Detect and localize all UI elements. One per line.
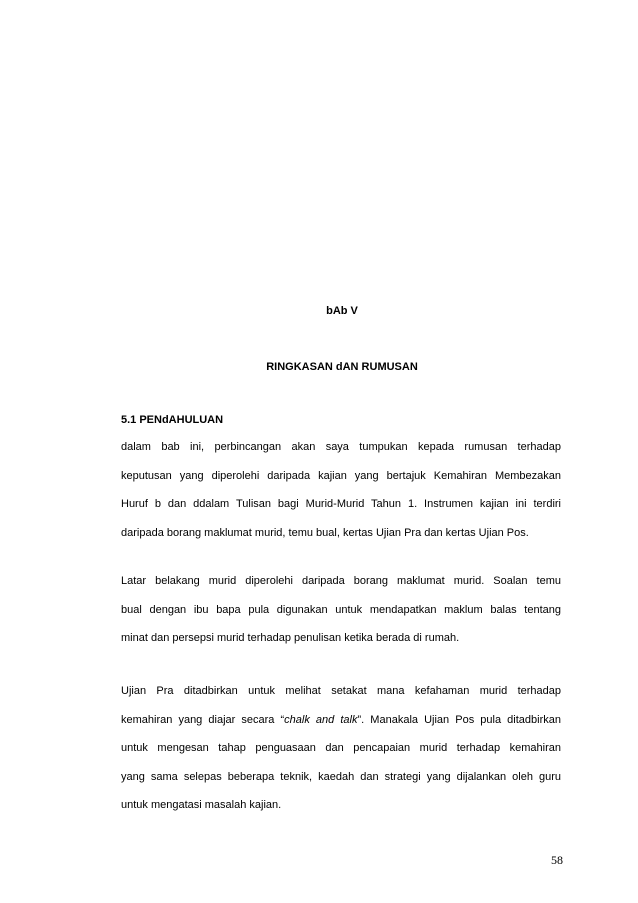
paragraph-line: untuk mengatasi masalah kajian. xyxy=(121,799,282,811)
paragraph-line: daripada borang maklumat murid, temu bual, kertas Ujian Pra dan kertas Ujian Pos. xyxy=(121,527,529,539)
paragraph-line: keputusan yang diperolehi daripada kajian yang bertajuk Kemahiran Membezakan xyxy=(121,470,561,482)
paragraph-line: Ujian Pra ditadbirkan untuk melihat setakat mana kefahaman murid terhadap xyxy=(121,685,561,697)
paragraph-line: Huruf b dan ddalam Tulisan bagi Murid-Murid Tahun 1. Instrumen kajian ini terdiri xyxy=(121,498,561,510)
paragraph-line: Latar belakang murid diperolehi daripada borang maklumat murid. Soalan temu xyxy=(121,575,561,587)
page-number: 58 xyxy=(551,853,563,867)
line-text: kemahiran yang diajar secara “ xyxy=(121,714,285,726)
chapter-title: RINGKASAN dAN RUMUSAN xyxy=(266,361,418,373)
paragraph-line: bual dengan ibu bapa pula digunakan untuk mendapatkan maklum balas tentang xyxy=(121,604,561,616)
paragraph-line xyxy=(121,713,561,727)
line-text: ”. Manakala Ujian Pos pula ditadbirkan xyxy=(357,714,561,726)
paragraph-line: minat dan persepsi murid terhadap penulisan ketika berada di rumah. xyxy=(121,632,460,644)
paragraph-line: dalam bab ini, perbincangan akan saya tumpukan kepada rumusan terhadap xyxy=(121,441,561,453)
chapter-label: bAb V xyxy=(326,305,358,317)
paragraph-line: untuk mengesan tahap penguasaan dan pencapaian murid terhadap kemahiran xyxy=(121,742,561,754)
paragraph-line: yang sama selepas beberapa teknik, kaedah dan strategi yang dijalankan oleh guru xyxy=(121,771,561,783)
italic-phrase: chalk and talk xyxy=(284,714,358,726)
section-heading: 5.1 PENdAHULUAN xyxy=(121,414,224,426)
